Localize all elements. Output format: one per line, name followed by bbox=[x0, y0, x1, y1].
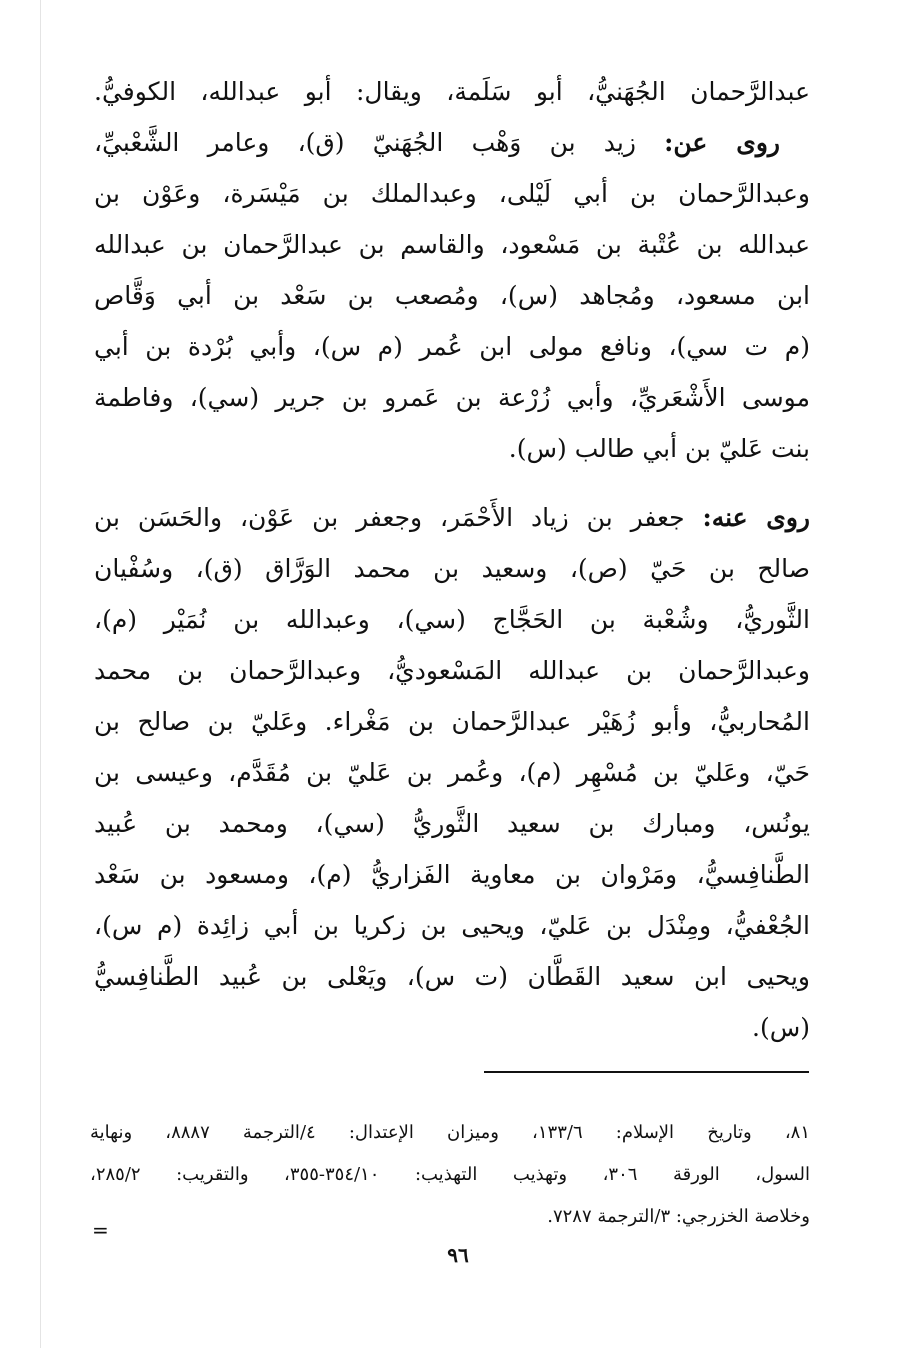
rawa-an-line: بنت عَليّ بن أبي طالب (س). bbox=[508, 434, 810, 463]
footnote-line: وخلاصة الخزرجي: ٣/الترجمة ٧٢٨٧. bbox=[547, 1206, 810, 1227]
rawa-anhu-first-text: جعفر بن زياد الأَحْمَر، وجعفر بن عَوْن، والحَسَن بن bbox=[94, 503, 685, 532]
rawa-anhu-line: وعبدالرَّحمان بن عبدالله المَسْعوديُّ، وعبدالرَّحمان بن محمد bbox=[94, 656, 810, 685]
rawa-an-line: (م ت سي)، ونافع مولى ابن عُمر (م س)، وأبي بُرْدة بن أبي bbox=[94, 332, 810, 361]
rawa-anhu-line: يونُس، ومبارك بن سعيد الثَّوريُّ (سي)، ومحمد بن عُبيد bbox=[94, 809, 810, 838]
rawa-an-line: عبدالله بن عُتْبة بن مَسْعود، والقاسم بن عبدالرَّحمان بن عبدالله bbox=[94, 230, 810, 259]
rawa-anhu-label: روى عنه: bbox=[702, 503, 810, 532]
rawa-anhu-line: الطَّنافِسيُّ، ومَرْوان بن معاوية الفَزاريُّ (م)، ومسعود بن سَعْد bbox=[94, 860, 810, 889]
rawa-an-line: وعبدالرَّحمان بن أبي لَيْلى، وعبدالملك بن مَيْسَرة، وعَوْن بن bbox=[94, 179, 810, 208]
page-number: ٩٦ bbox=[447, 1243, 469, 1267]
rawa-an-line: موسى الأَشْعَريِّ، وأبي زُرْعة بن عَمرو بن جرير (سي)، وفاطمة bbox=[94, 383, 810, 412]
rawa-anhu-line: حَيّ، وعَليّ بن مُسْهِر (م)، وعُمر بن عَليّ بن مُقَدَّم، وعيسى بن bbox=[94, 758, 810, 787]
rawa-anhu-line: (س). bbox=[752, 1013, 810, 1042]
rawa-anhu-first-line bbox=[94, 492, 810, 543]
rawa-anhu-line: الثَّوريُّ، وشُعْبة بن الحَجَّاج (سي)، وعبدالله بن نُمَيْر (م)، bbox=[94, 605, 810, 634]
rawa-anhu-line: الجُعْفيُّ، ومِنْدَل بن عَليّ، ويحيى بن زكريا بن أبي زائِدة (م س)، bbox=[94, 911, 810, 940]
continuation-mark: = bbox=[92, 1218, 109, 1242]
rawa-anhu-line: صالح بن حَيّ (ص)، وسعيد بن محمد الوَرَّاق (ق)، وسُفْيان bbox=[94, 554, 810, 583]
intro-line: عبدالرَّحمان الجُهَنيُّ، أبو سَلَمة، ويقال: أبو عبدالله، الكوفيُّ. bbox=[94, 77, 810, 106]
rawa-anhu-line: ويحيى ابن سعيد القَطَّان (ت س)، ويَعْلى بن عُبيد الطَّنافِسيُّ bbox=[94, 962, 810, 991]
binding-gutter-line bbox=[40, 0, 41, 1348]
paragraph-gap bbox=[94, 474, 810, 492]
rawa-an-first-text: زيد بن وَهْب الجُهَنيّ (ق)، وعامر الشَّعْبيِّ، bbox=[94, 128, 636, 157]
biography-body bbox=[94, 66, 810, 1053]
rawa-anhu-line: المُحاربيُّ، وأبو زُهَيْر عبدالرَّحمان بن مَغْراء. وعَليّ بن صالح بن bbox=[94, 707, 810, 736]
rawa-an-first-line bbox=[94, 117, 810, 168]
rawa-an-line: ابن مسعود، ومُجاهد (س)، ومُصعب بن سَعْد بن أبي وَقَّاص bbox=[94, 281, 810, 310]
rawa-an-label: روى عن: bbox=[664, 128, 781, 157]
footnote-separator bbox=[484, 1071, 809, 1073]
footnote-line: السول، الورقة ٣٠٦، وتهذيب التهذيب: ٣٥٤/١٠-٣٥٥، والتقريب: ٢٨٥/٢، bbox=[90, 1164, 810, 1185]
footnote-line: ٨١، وتاريخ الإسلام: ١٣٣/٦، وميزان الإعتدال: ٤/الترجمة ٨٨٨٧، ونهاية bbox=[90, 1122, 810, 1143]
footnotes bbox=[90, 1112, 810, 1238]
